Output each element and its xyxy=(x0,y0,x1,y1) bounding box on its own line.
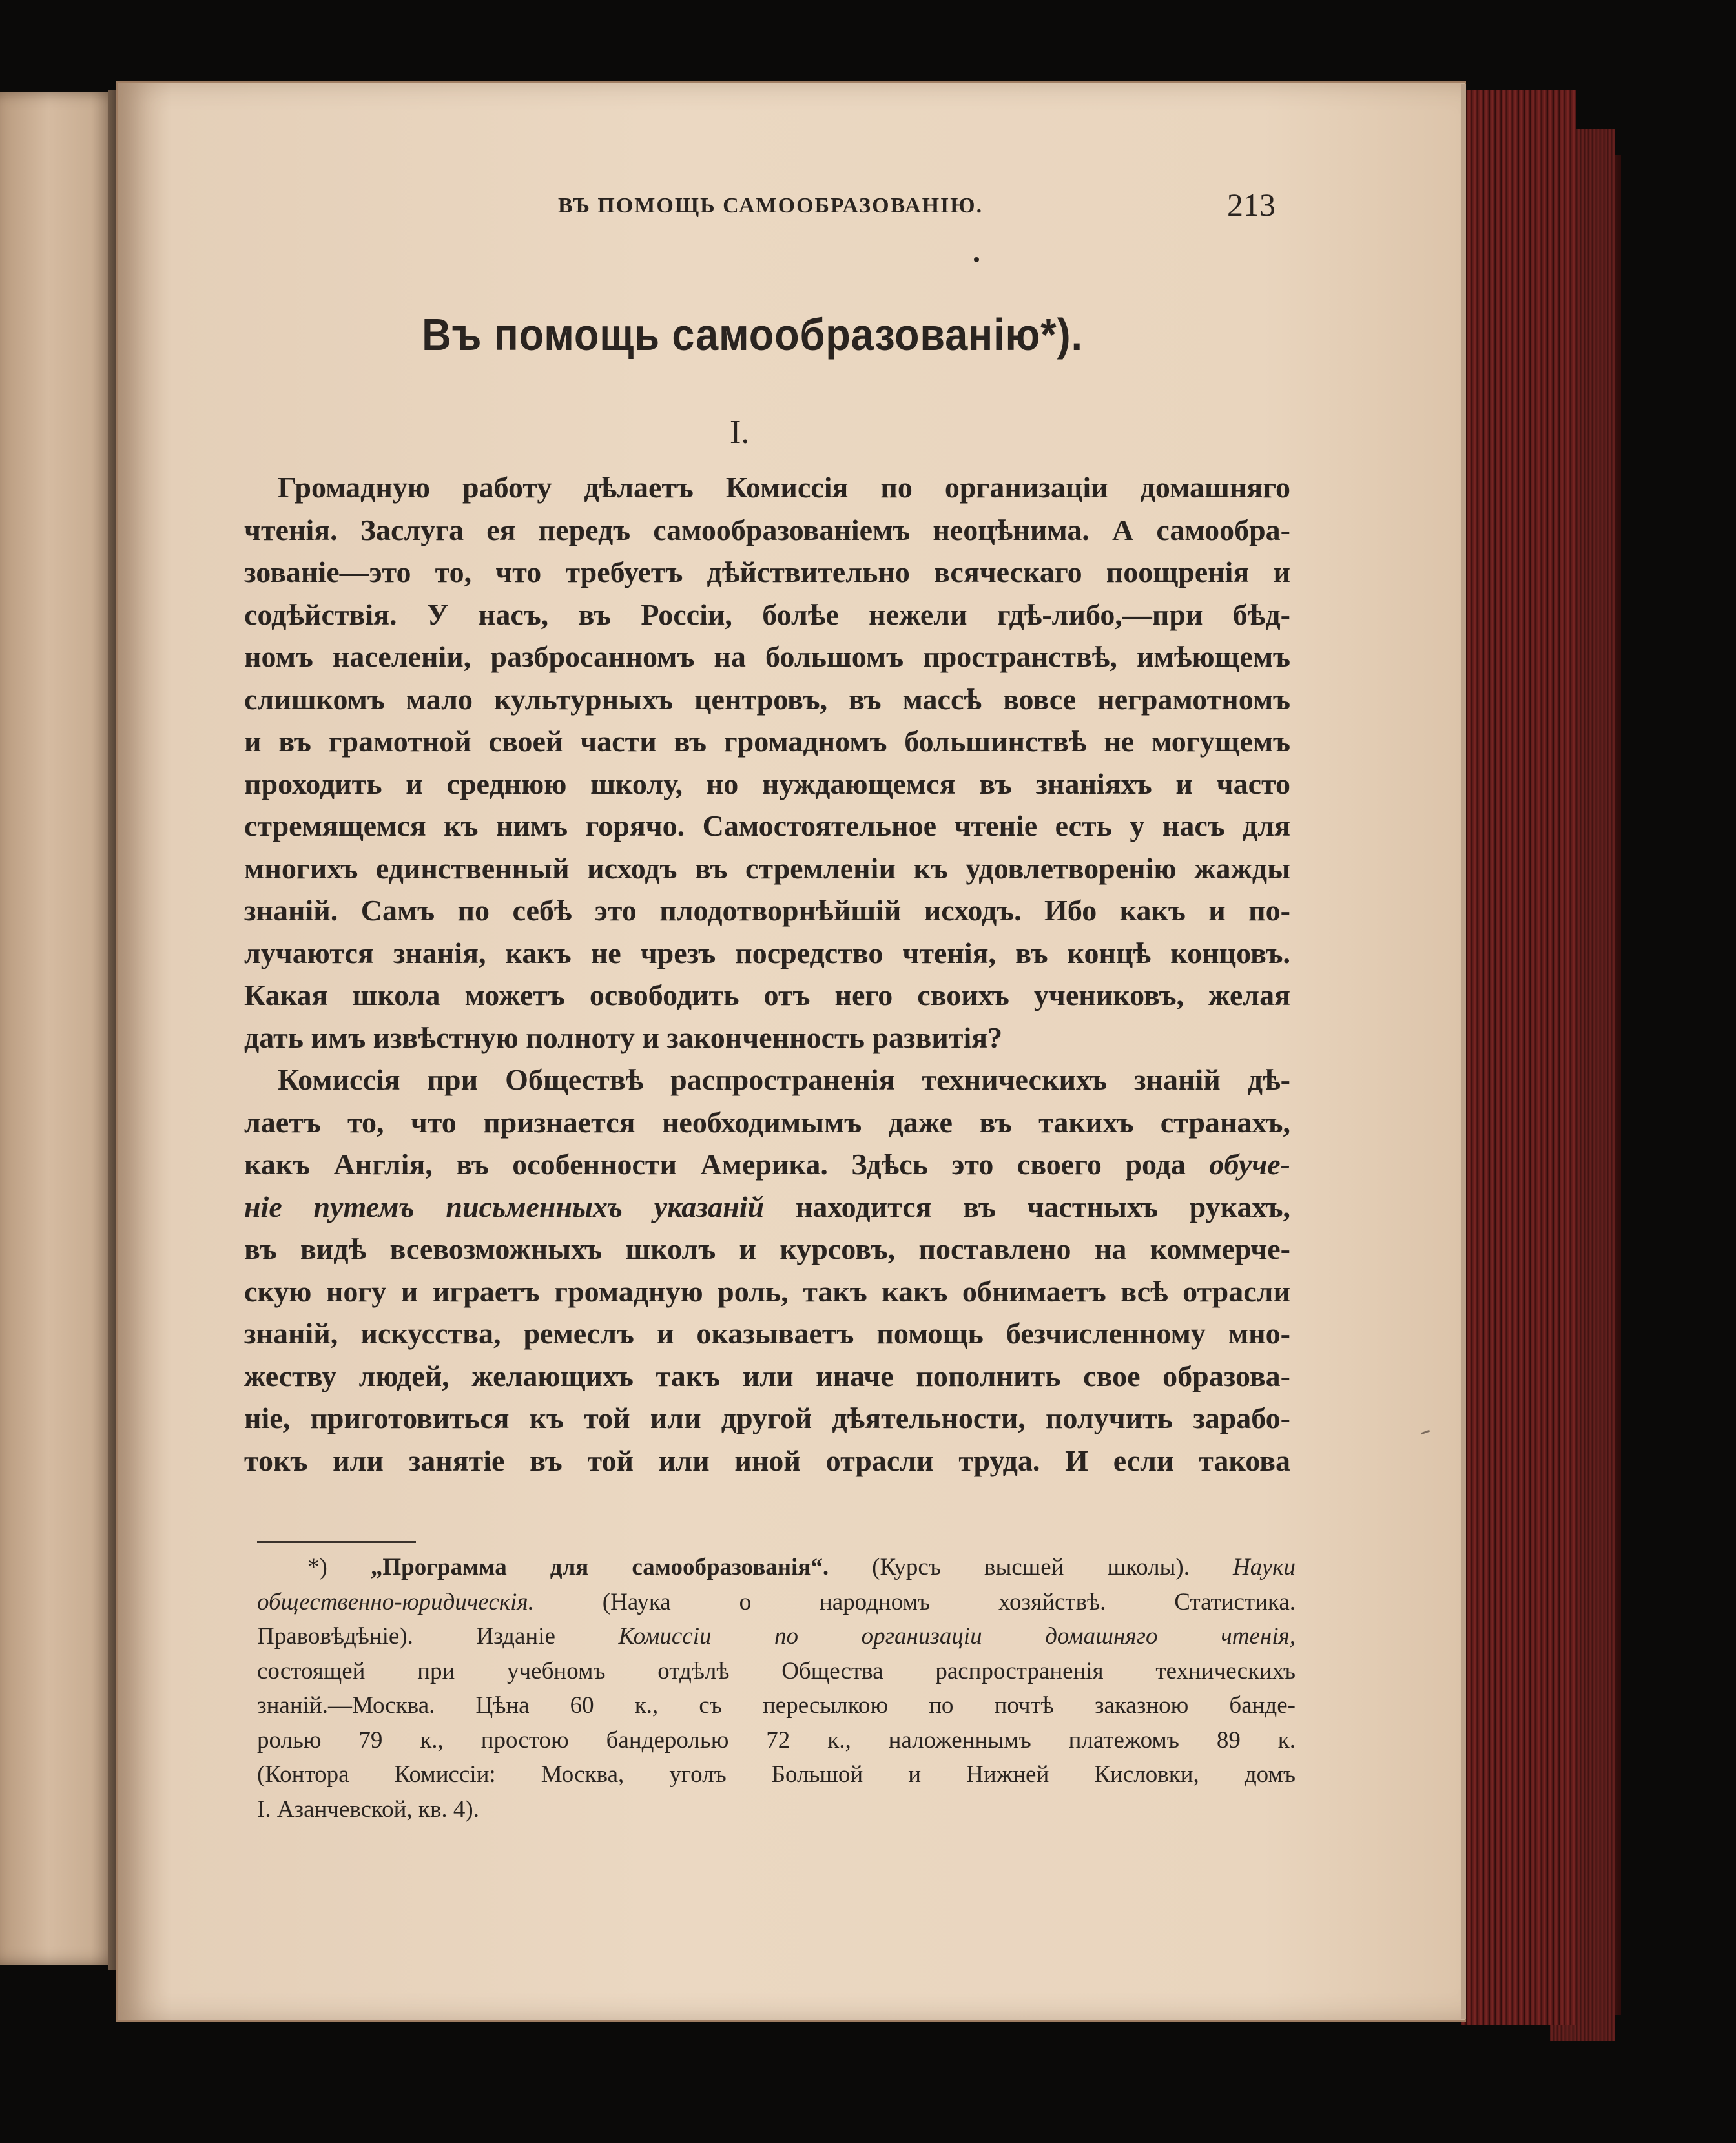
body-line: скую ногу и играетъ громадную роль, такъ какъ обнимаетъ всѣ отрасли xyxy=(244,1274,1290,1308)
footnote-line: I. Азанчевской, кв. 4). xyxy=(257,1796,480,1823)
body-line: жеству людей, желающихъ такъ или иначе пополнить свое образова- xyxy=(244,1359,1290,1392)
footnote-line: ролью 79 к., простою бандеролью 72 к., наложеннымъ платежомъ 89 к. xyxy=(257,1726,1296,1754)
page-number: 213 xyxy=(1227,187,1276,223)
footnote-line: (Контора Комиссіи: Москва, уголъ Большой и Нижней Кисловки, домъ xyxy=(257,1761,1296,1788)
left-page-edge xyxy=(0,92,121,1965)
body-line: ніе путемъ письменныхъ указаній находится въ частныхъ рукахъ, xyxy=(244,1190,1291,1223)
body-line: проходить и среднюю школу, но нуждающемся въ знаніяхъ и часто xyxy=(244,767,1290,800)
body-line: Комиссія при Обществѣ распространенія техническихъ знаній дѣ- xyxy=(278,1063,1290,1096)
body-line: знаній. Самъ по себѣ это плодотворнѣйшій исходъ. Ибо какъ и по- xyxy=(244,894,1290,927)
body-line: слишкомъ мало культурныхъ центровъ, въ массѣ вовсе неграмотномъ xyxy=(244,682,1290,716)
ink-dot xyxy=(974,257,979,262)
body-line: стремящемся къ нимъ горячо. Самостоятельное чтеніе есть у насъ для xyxy=(244,809,1290,842)
body-line: какъ Англія, въ особенности Америка. Здѣсь это своего рода обуче- xyxy=(244,1148,1290,1181)
body-line: Громадную работу дѣлаетъ Комиссія по организаціи домашняго xyxy=(278,471,1290,504)
article-title: Въ помощь самообразованію*). xyxy=(422,309,1083,360)
footnote xyxy=(257,1550,1296,1827)
body-line: зованіе—это то, что требуетъ дѣйствительно всяческаго поощренія и xyxy=(244,555,1290,588)
body-line: лаетъ то, что признается необходимымъ даже въ такихъ странахъ, xyxy=(244,1105,1290,1139)
footnote-line: знаній.—Москва. Цѣна 60 к., съ пересылкою по почтѣ заказною банде- xyxy=(257,1692,1296,1719)
body-line: знаній, искусства, ремеслъ и оказываетъ помощь безчисленному мно- xyxy=(244,1317,1290,1350)
body-line: ніе, приготовиться къ той или другой дѣятельности, получить зарабо- xyxy=(244,1402,1290,1434)
body-line: номъ населеніи, разбросанномъ на большомъ пространствѣ, имѣющемъ xyxy=(244,640,1290,673)
page-edge-line xyxy=(1461,84,1466,2019)
running-head: ВЪ ПОМОЩЬ САМООБРАЗОВАНІЮ. xyxy=(558,194,984,218)
footnote-line: *) „Программа для самообразованія“. (Курсъ высшей школы). Науки xyxy=(307,1554,1296,1580)
body-line: чтенія. Заслуга ея передъ самообразованіемъ неоцѣнима. А самообра- xyxy=(244,513,1290,546)
body-line: Какая школа можетъ освободить отъ него своихъ учениковъ, желая xyxy=(244,978,1290,1011)
body-line: лучаются знанія, какъ не чрезъ посредство чтенія, въ концѣ концовъ. xyxy=(244,936,1290,969)
body-line: и въ грамотной своей части въ громадномъ большинствѣ не могущемъ xyxy=(244,725,1290,758)
section-number: I. xyxy=(730,414,750,451)
footnote-rule xyxy=(257,1541,416,1543)
page-edges-red xyxy=(1461,90,1576,2025)
body-line: содѣйствія. У насъ, въ Россіи, болѣе нежели гдѣ-либо,—при бѣд- xyxy=(244,597,1290,631)
body-line: многихъ единственный исходъ въ стремленіи къ удовлетворенію жажды xyxy=(244,851,1290,885)
body-line: токъ или занятіе въ той или иной отрасли труда. И если такова xyxy=(244,1444,1290,1477)
body-line: въ видѣ всевозможныхъ школъ и курсовъ, поставлено на коммерче- xyxy=(244,1232,1290,1265)
body-line: дать имъ извѣстную полноту и законченность развитія? xyxy=(244,1020,1003,1054)
body-text xyxy=(244,466,1290,1482)
footnote-line: состоящей при учебномъ отдѣлѣ Общества распространенія техническихъ xyxy=(257,1657,1296,1684)
footnote-line: общественно-юридическія. (Наука о народномъ хозяйствѣ. Статистика. xyxy=(257,1588,1296,1615)
footnote-line: Правовѣдѣніе). Изданіе Комиссіи по организаціи домашняго чтенія, xyxy=(257,1623,1296,1650)
